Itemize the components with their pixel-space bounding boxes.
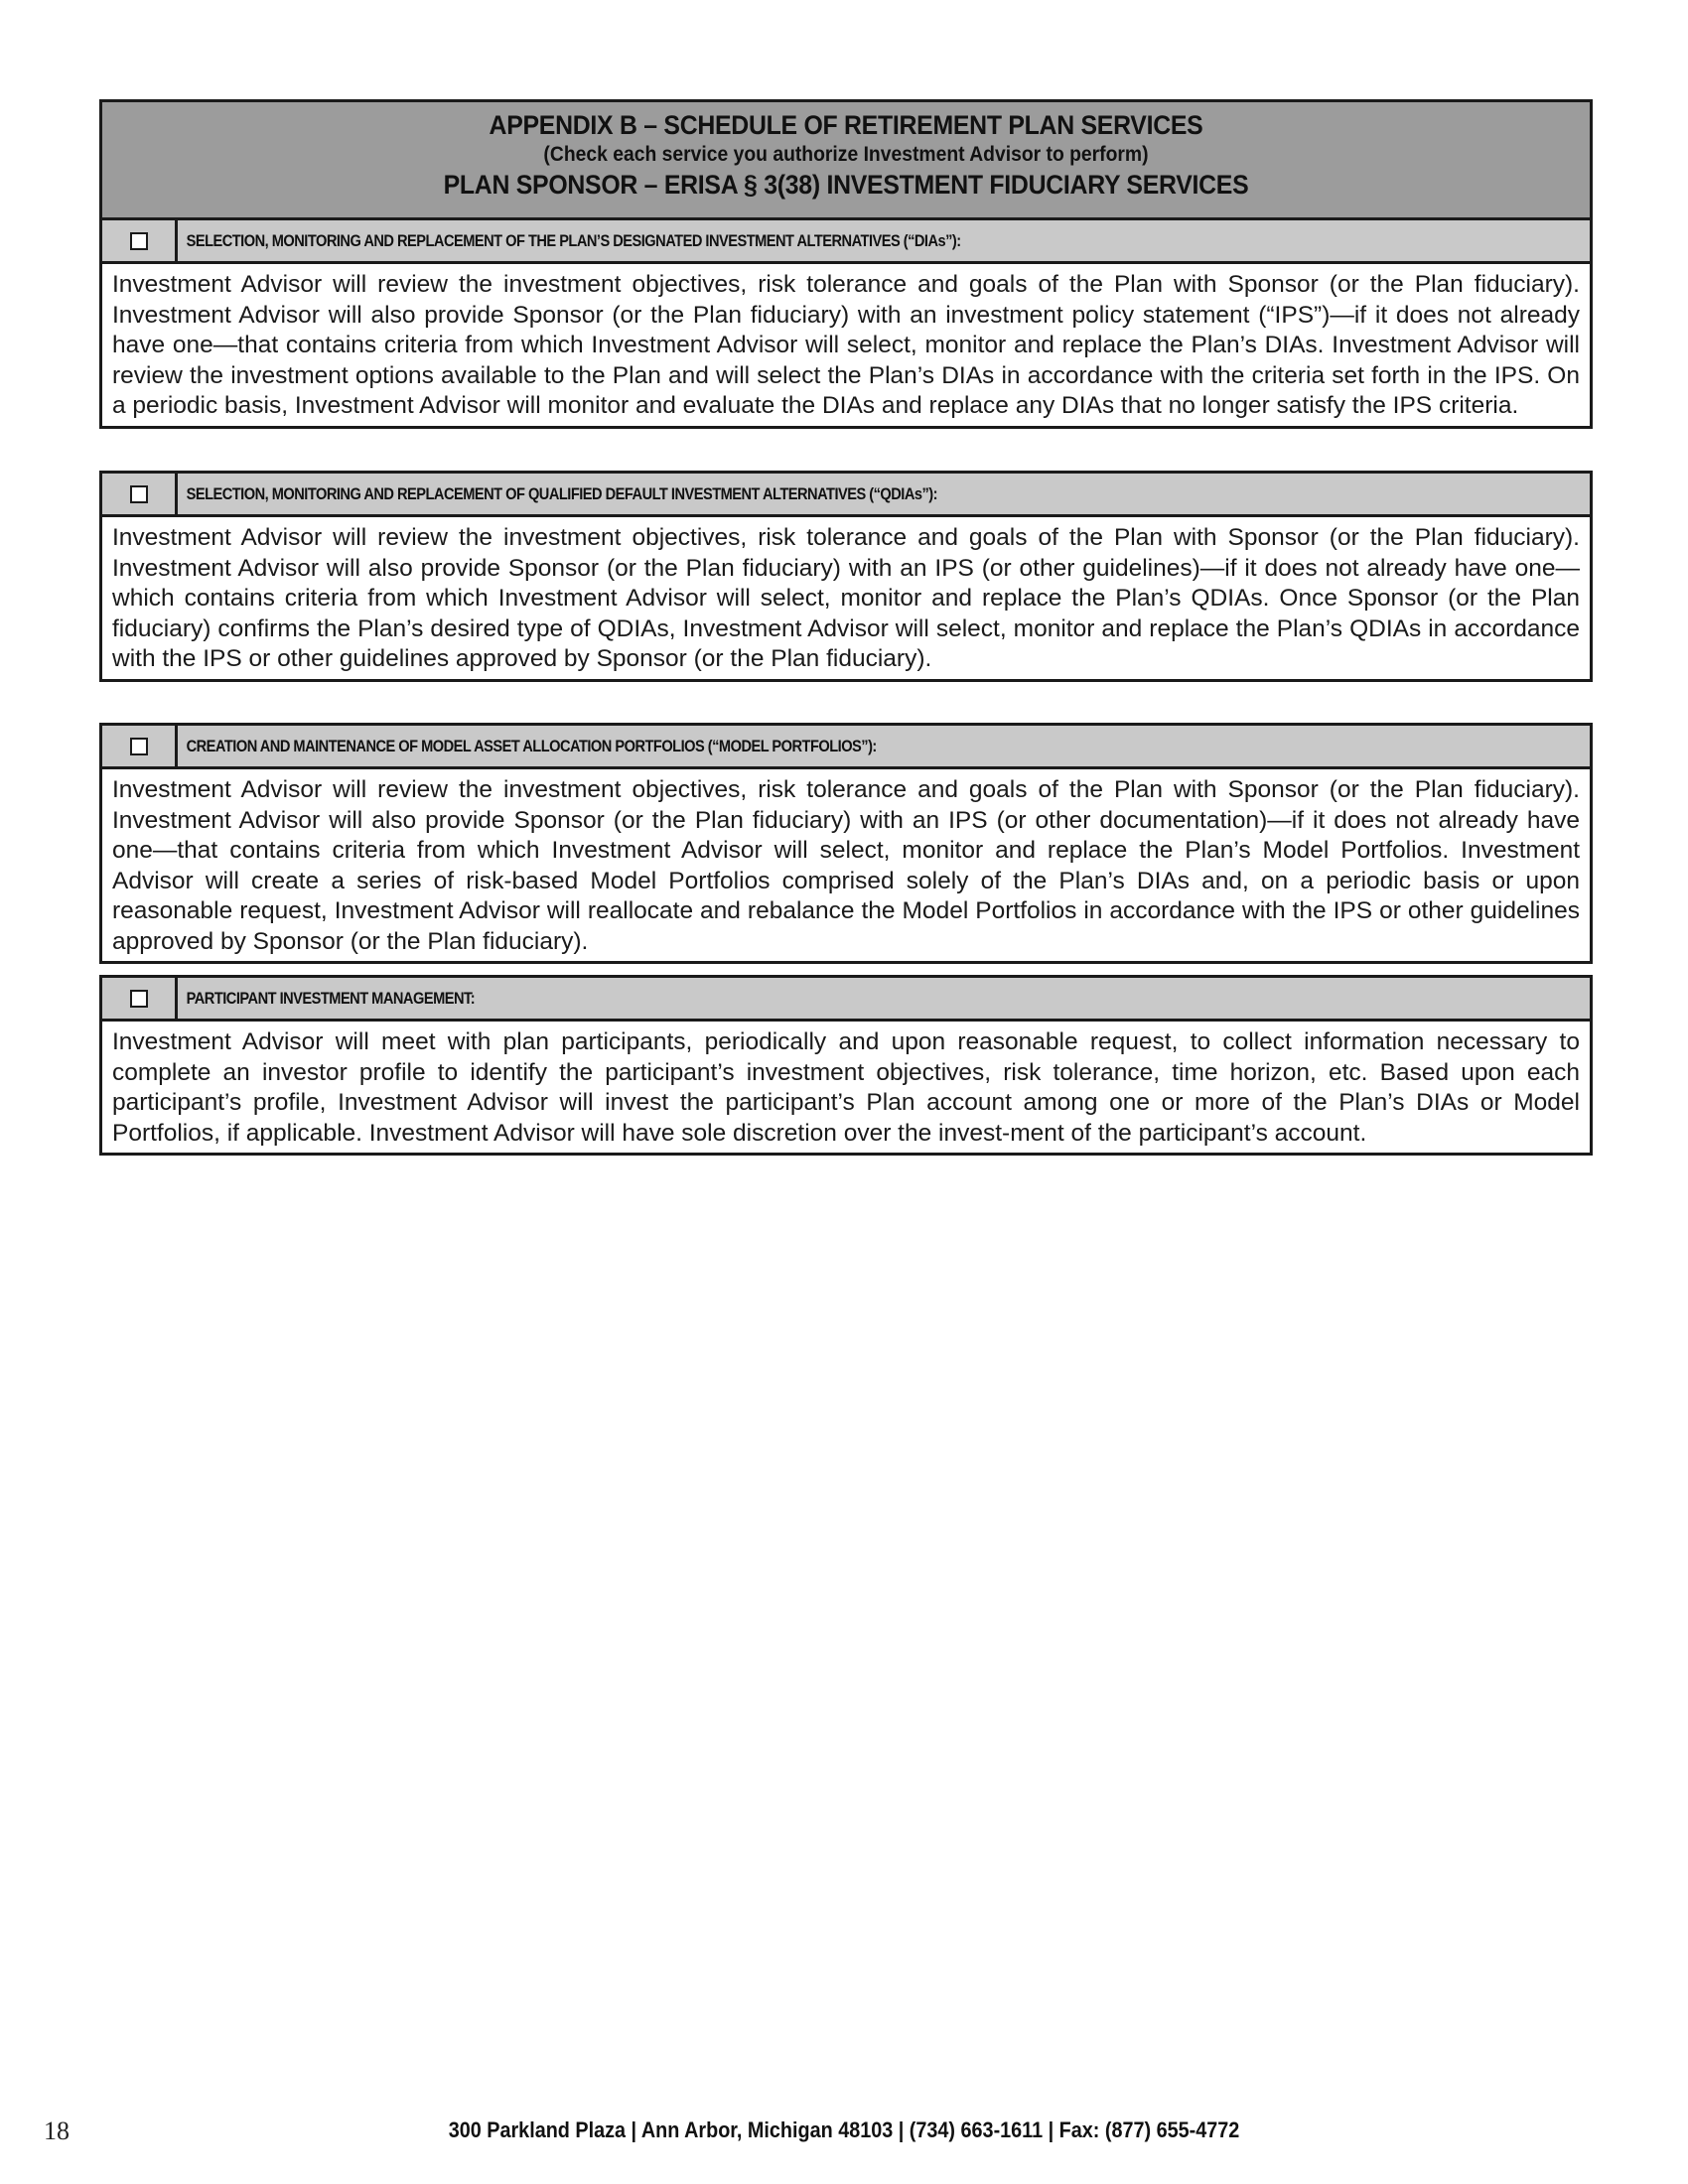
appendix-title: APPENDIX B – SCHEDULE OF RETIREMENT PLAN SERVICES xyxy=(489,110,1203,140)
section-description: Investment Advisor will review the investment objectives, risk tolerance and goals of the Plan with Sponsor (or the Plan fiduciary). Investment Advisor will also provide Sponsor (or the Plan fiduciary) with an investment policy statement (“IPS”)—if it does not already have one—that contains criteria from which Investment Advisor will select, monitor and replace the Plan’s DIAs. Investment Advisor will review the investment options available to the Plan and will select the Plan’s DIAs in accordance with the criteria set forth in the IPS. On a periodic basis, Investment Advisor will monitor and evaluate the DIAs and replace any DIAs that no longer satisfy the IPS criteria. xyxy=(112,271,1580,419)
section-description: Investment Advisor will meet with plan participants, periodically and upon reasonable request, to collect information necessary to complete an investor profile to identify the participant’s investment objectives, risk tolerance, time horizon, etc. Based upon each participant’s profile, Investment Advisor will invest the participant’s Plan account among one or more of the Plan’s DIAs or Model Portfolios, if applicable. Investment Advisor will have sole discretion over the invest-ment of the participant’s account. xyxy=(112,1028,1580,1147)
service-section-model-portfolios xyxy=(99,723,1593,964)
section-header-bar xyxy=(102,978,1590,1022)
service-section-participant-management xyxy=(99,975,1593,1156)
section-header-bar xyxy=(102,220,1590,264)
appendix-instruction: (Check each service you authorize Investment Advisor to perform) xyxy=(543,143,1149,166)
appendix-header xyxy=(99,99,1593,219)
checkbox-cell xyxy=(102,978,178,1019)
checkbox-cell xyxy=(102,220,178,261)
appendix-subtitle: PLAN SPONSOR – ERISA § 3(38) INVESTMENT FIDUCIARY SERVICES xyxy=(443,170,1249,200)
checkbox-cell xyxy=(102,474,178,514)
service-checkbox-participant-management[interactable] xyxy=(130,990,148,1008)
section-description: Investment Advisor will review the investment objectives, risk tolerance and goals of the Plan with Sponsor (or the Plan fiduciary). Investment Advisor will also provide Sponsor (or the Plan fiduciary) with an IPS (or other guidelines)—if it does not already have one—which contains criteria from which Investment Advisor will select, monitor and replace the Plan’s QDIAs. Once Sponsor (or the Plan fiduciary) confirms the Plan’s desired type of QDIAs, Investment Advisor will select, monitor and replace the Plan’s QDIAs in accordance with the IPS or other guidelines approved by Sponsor (or the Plan fiduciary). xyxy=(112,524,1580,672)
page-number: 18 xyxy=(44,2116,70,2145)
section-header-bar xyxy=(102,474,1590,517)
section-title: CREATION AND MAINTENANCE OF MODEL ASSET ALLOCATION PORTFOLIOS (“MODEL PORTFOLIOS”): xyxy=(186,736,877,755)
service-checkbox-qdias[interactable] xyxy=(130,485,148,503)
service-section-qdias xyxy=(99,471,1593,682)
service-section-dias xyxy=(99,217,1593,429)
section-title: SELECTION, MONITORING AND REPLACEMENT OF QUALIFIED DEFAULT INVESTMENT ALTERNATIVES (“QDIAs”): xyxy=(186,483,937,503)
section-title: SELECTION, MONITORING AND REPLACEMENT OF THE PLAN’S DESIGNATED INVESTMENT ALTERNATIVES (“DIAs”): xyxy=(186,230,961,250)
service-checkbox-dias[interactable] xyxy=(130,232,148,250)
section-title: PARTICIPANT INVESTMENT MANAGEMENT: xyxy=(186,988,476,1008)
checkbox-cell xyxy=(102,726,178,766)
footer-address: 300 Parkland Plaza | Ann Arbor, Michigan 48103 | (734) 663-1611 | Fax: (877) 655-4772 xyxy=(448,2117,1240,2142)
section-header-bar xyxy=(102,726,1590,769)
section-description: Investment Advisor will review the investment objectives, risk tolerance and goals of the Plan with Sponsor (or the Plan fiduciary). Investment Advisor will also provide Sponsor (or the Plan fiduciary) with an IPS (or other documentation)—if it does not already have one—that contains criteria from which Investment Advisor will select, monitor and replace the Plan’s Model Portfolios. Investment Advisor will create a series of risk-based Model Portfolios comprised solely of the Plan’s DIAs and, on a periodic basis or upon reasonable request, Investment Advisor will reallocate and rebalance the Model Portfolios in accordance with the IPS or other guidelines approved by Sponsor (or the Plan fiduciary). xyxy=(112,776,1580,955)
service-checkbox-model-portfolios[interactable] xyxy=(130,738,148,755)
